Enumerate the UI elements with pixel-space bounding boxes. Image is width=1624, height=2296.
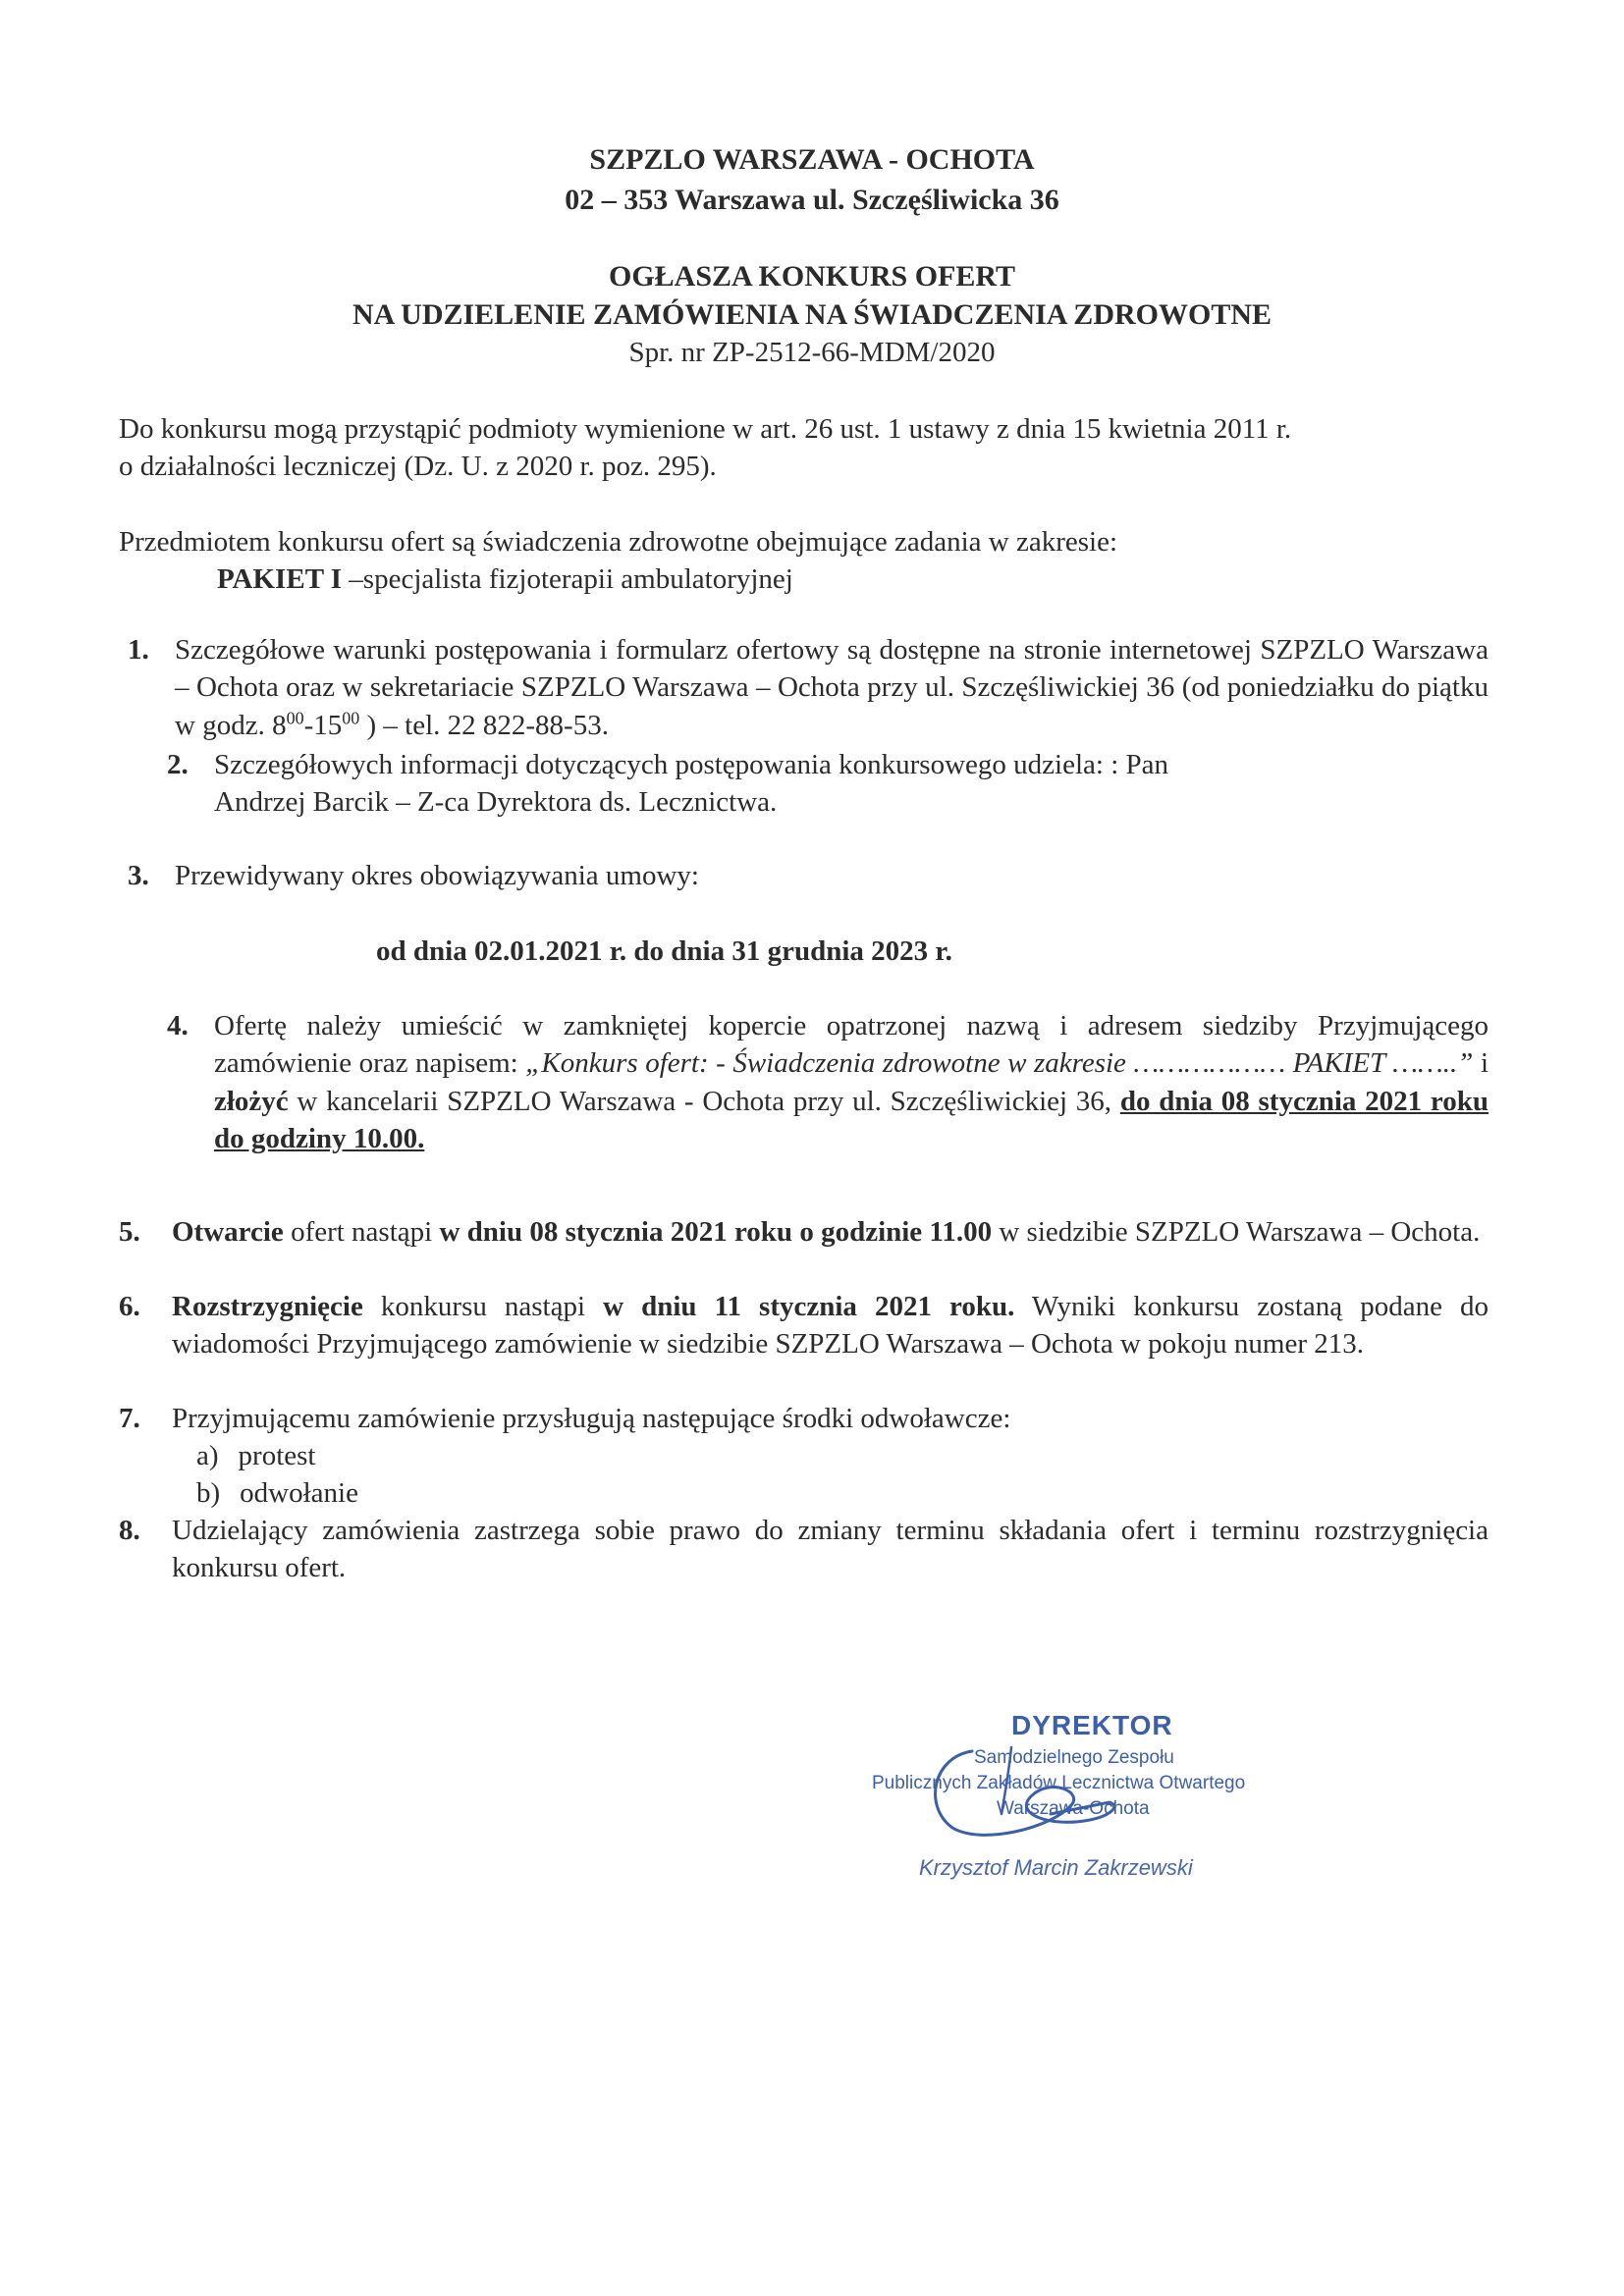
item-text: Przewidywany okres obowiązywania umowy: bbox=[175, 860, 699, 891]
item-text: Przyjmującemu zamówienie przysługują następujące środki odwoławcze: bbox=[172, 1403, 1011, 1434]
item-text: Rozstrzygnięcie konkursu nastąpi w dniu 11 stycznia 2021 roku. Wyniki konkursu zostaną podane do wiadomości Przyjmującego zamówienie w siedzibie SZPZLO Warszawa – Ochota w pokoju numer 213. bbox=[172, 1291, 1489, 1361]
item-number: 1. bbox=[128, 634, 149, 666]
stamp-title: DYREKTOR bbox=[1011, 1710, 1173, 1740]
submission-deadline: do dnia 08 stycznia 2021 roku do godziny 10.00. bbox=[214, 1085, 1489, 1154]
item-text: Ofertę należy umieścić w zamkniętej kopercie opatrzonej nazwą i adresem siedziby Przyjmującego zamówienie oraz napisem: „Konkurs ofert: - Świadczenia zdrowotne w zakresie ……………… PAKIET ……..” i złożyć w kancelarii SZPZLO Warszawa - Ochota przy ul. Szczęśliwickiej 36, do dnia 08 stycznia 2021 roku do godziny 10.00. bbox=[214, 1010, 1489, 1154]
org-name: SZPZLO WARSZAWA - OCHOTA bbox=[589, 143, 1035, 176]
stamp-line-2: Publicznych Zakładów Lecznictwa Otwartego bbox=[872, 1773, 1246, 1793]
item-number: 3. bbox=[128, 860, 149, 891]
director-stamp bbox=[864, 1708, 1355, 1934]
stamp-line-1: Samodzielnego Zespołu bbox=[974, 1747, 1174, 1768]
pakiet-label: PAKIET I bbox=[217, 563, 343, 596]
item-number: 7. bbox=[119, 1403, 140, 1434]
item-text: Szczegółowe warunki postępowania i formularz ofertowy są dostępne na stronie internetowej SZPZLO Warszawa – Ochota oraz w sekretariacie SZPZLO Warszawa – Ochota przy ul. Szczęśliwickiej 36 (od poniedziałku do piątku w godz. $8^{00}-15^{00}$ ) – tel. 22 822-88-53. bbox=[175, 634, 1489, 741]
director-name: Krzysztof Marcin Zakrzewski bbox=[919, 1855, 1193, 1880]
intro-line-2: o działalności leczniczej (Dz. U. z 2020 r. poz. 295). bbox=[119, 451, 717, 483]
intro-paragraph bbox=[119, 410, 1489, 486]
item-number: 4. bbox=[167, 1010, 189, 1041]
item-number: 6. bbox=[119, 1291, 140, 1322]
subject-pakiet bbox=[119, 561, 1489, 598]
pakiet-description: –specjalista fizjoterapii ambulatoryjnej bbox=[342, 563, 793, 596]
item-text: Otwarcie ofert nastąpi w dniu 08 stycznia 2021 roku o godzinie 11.00 w siedzibie SZPZLO Warszawa – Ochota. bbox=[172, 1216, 1481, 1248]
remedy-a: a) protest bbox=[196, 1440, 316, 1471]
remedy-b: b) odwołanie bbox=[196, 1477, 358, 1509]
subject-line: Przedmiotem konkursu ofert są świadczenia zdrowotne obejmujące zadania w zakresie: bbox=[119, 526, 1118, 558]
item-number: 2. bbox=[167, 749, 189, 780]
org-address: 02 – 353 Warszawa ul. Szczęśliwicka 36 bbox=[565, 184, 1059, 216]
case-number: Spr. nr ZP-2512-66-MDM/2020 bbox=[628, 337, 996, 368]
item-text: Szczegółowych informacji dotyczących postępowania konkursowego udziela: : Pan Andrzej Barcik – Z-ca Dyrektora ds. Lecznictwa. bbox=[214, 749, 1168, 819]
intro-line-1: Do konkursu mogą przystąpić podmioty wymienione w art. 26 ust. 1 ustawy z dnia 15 kwietnia 2011 r. bbox=[119, 413, 1292, 445]
announcement-subtitle: NA UDZIELENIE ZAMÓWIENIA NA ŚWIADCZENIA ZDROWOTNE bbox=[352, 298, 1272, 331]
announcement-title: OGŁASZA KONKURS OFERT bbox=[608, 260, 1016, 293]
subject-paragraph bbox=[119, 523, 1489, 599]
envelope-label: „Konkurs ofert: - Świadczenia zdrowotne w zakresie ……………… PAKIET ……..” bbox=[525, 1047, 1474, 1080]
item-number: 5. bbox=[119, 1216, 140, 1248]
signature-scribble bbox=[903, 1737, 1139, 1845]
item-text: Udzielający zamówienia zastrzega sobie prawo do zmiany terminu składania ofert i terminu rozstrzygnięcia konkursu ofert. bbox=[172, 1515, 1489, 1584]
item-number: 8. bbox=[119, 1515, 140, 1546]
contract-period: od dnia 02.01.2021 r. do dnia 31 grudnia 2023 r. bbox=[376, 935, 952, 967]
stamp-line-3: Warszawa-Ochota bbox=[997, 1798, 1150, 1819]
